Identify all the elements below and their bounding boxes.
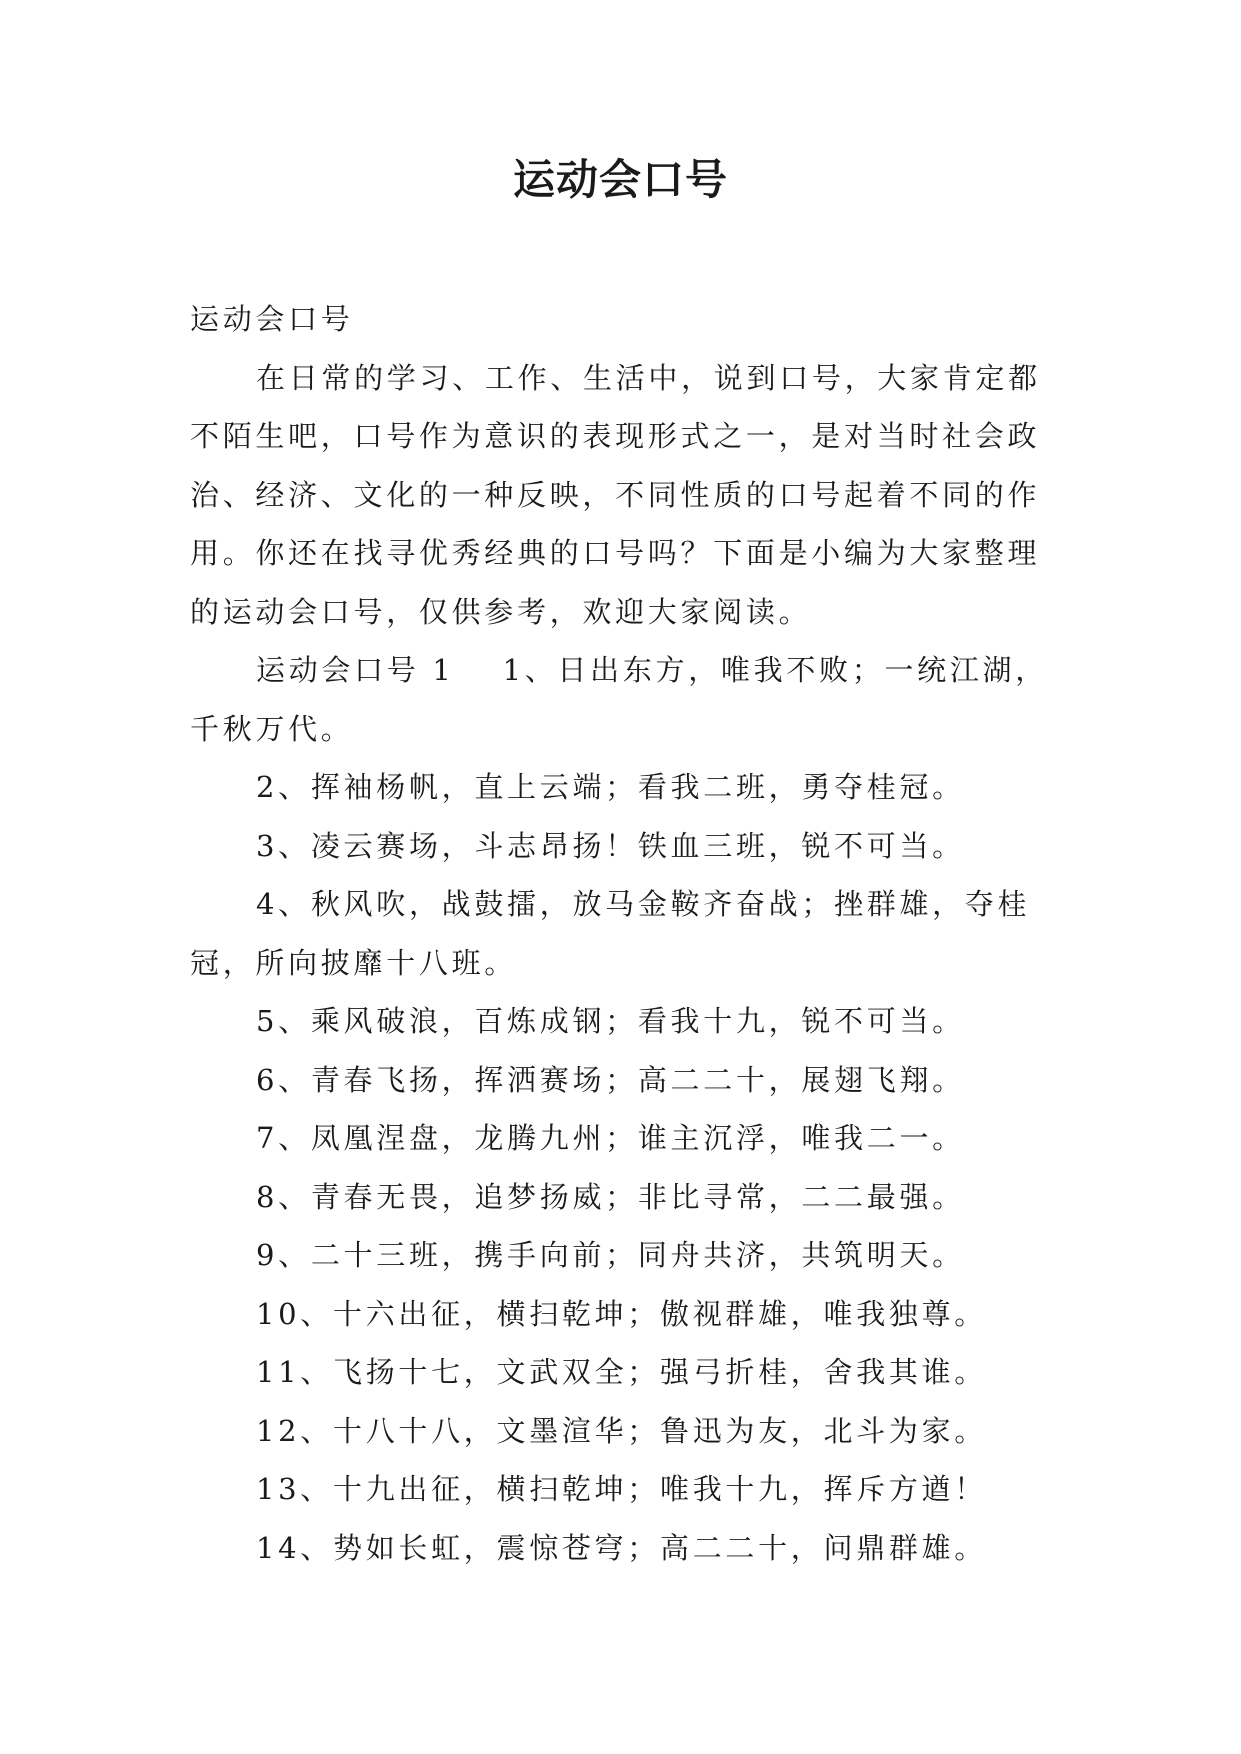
section-heading: 运动会口号 1	[256, 653, 455, 687]
slogan-item: 7、凤凰涅盘，龙腾九州；谁主沉浮，唯我二一。	[256, 1121, 965, 1155]
slogan-item: 4、秋风吹，战鼓擂，放马金鞍齐奋战；挫群雄，夺桂冠，所向披靡十八班。	[190, 887, 1031, 980]
slogan-item: 3、凌云赛场，斗志昂扬！铁血三班，锐不可当。	[256, 828, 965, 863]
slogan-item: 6、青春飞扬，挥洒赛场；高二二十，展翅飞翔。	[256, 1062, 965, 1097]
slogan-item: 13、十九出征，横扫乾坤；唯我十九，挥斥方遒！	[256, 1472, 988, 1506]
slogan-item: 8、青春无畏，追梦扬威；非比寻常，二二最强。	[256, 1179, 965, 1214]
slogan-item: 2、挥袖杨帆，直上云端；看我二班，勇夺桂冠。	[256, 770, 965, 804]
slogan-item: 14、势如长虹，震惊苍穹；高二二十，问鼎群雄。	[256, 1530, 988, 1565]
slogan-item: 12、十八十八，文墨渲华；鲁迅为友，北斗为家。	[256, 1413, 988, 1448]
subtitle: 运动会口号	[190, 302, 354, 336]
document-body	[190, 290, 1062, 1577]
slogan-item: 5、乘风破浪，百炼成钢；看我十九，锐不可当。	[256, 1004, 965, 1038]
slogan-item: 1、日出东方，唯我不败；一统江湖，千秋万代。	[190, 653, 1048, 746]
intro-paragraph: 在日常的学习、工作、生活中，说到口号，大家肯定都不陌生吧，口号作为意识的表现形式之一，是对当时社会政治、经济、文化的一种反映，不同性质的口号起着不同的作用。你还在找寻优秀经典的口号吗？下面是小编为大家整理的运动会口号，仅供参考，欢迎大家阅读。	[190, 360, 1041, 629]
slogan-first-paragraph	[190, 641, 1062, 758]
slogan-item: 11、飞扬十七，文武双全；强弓折桂，舍我其谁。	[256, 1355, 988, 1389]
slogan-item: 10、十六出征，横扫乾坤；傲视群雄，唯我独尊。	[256, 1296, 988, 1331]
document-title: 运动会口号	[512, 155, 728, 204]
slogan-item: 9、二十三班，携手向前；同舟共济，共筑明天。	[256, 1238, 965, 1272]
